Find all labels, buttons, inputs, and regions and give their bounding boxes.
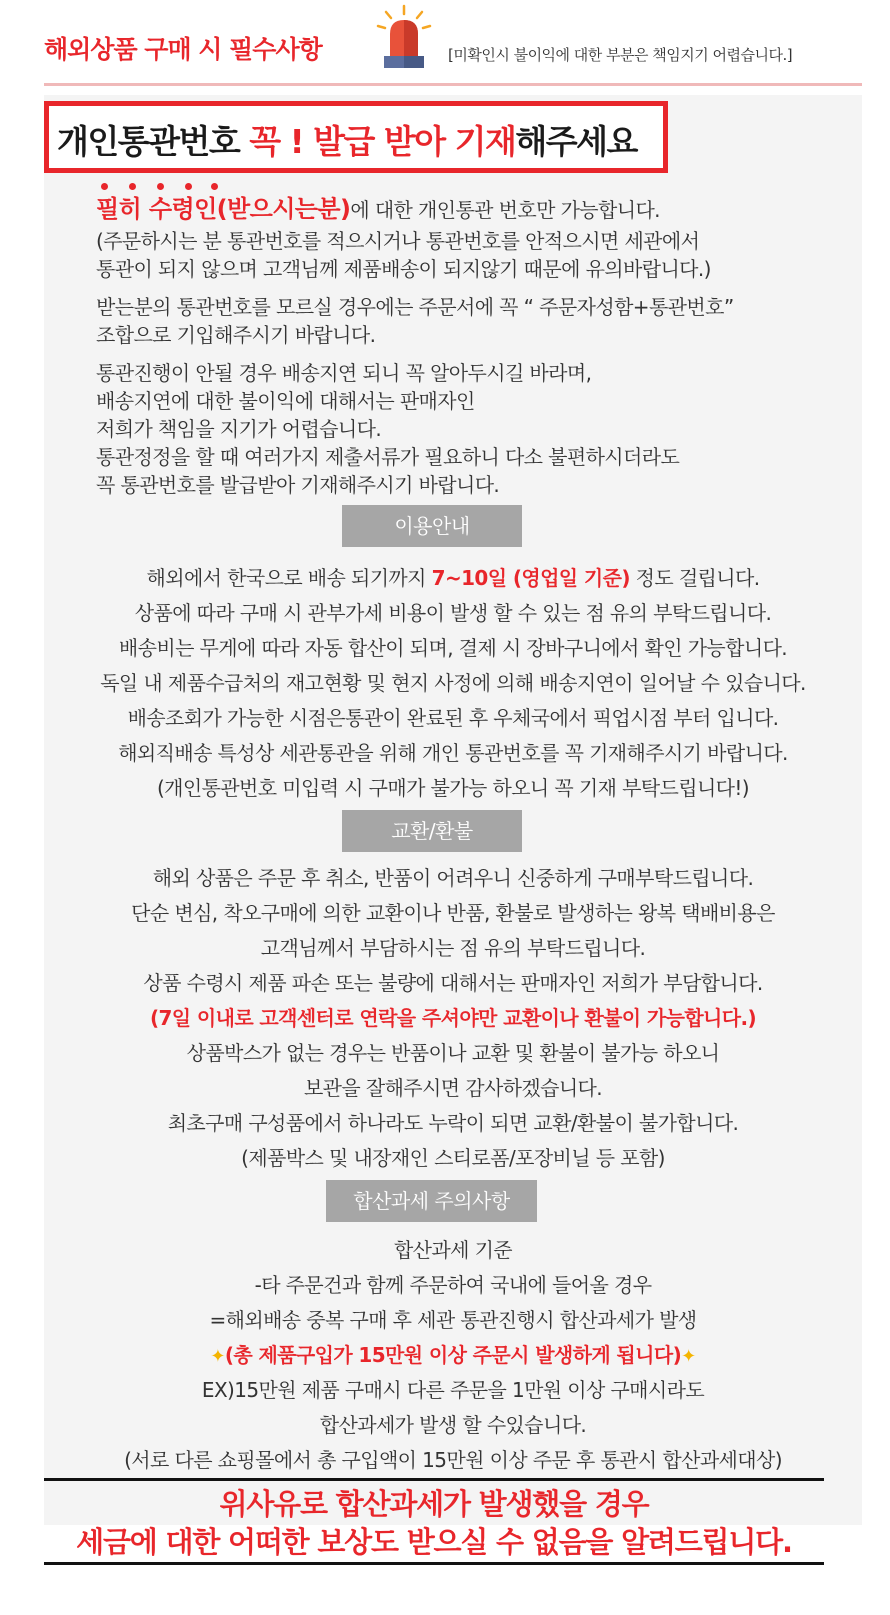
customs-number-banner xyxy=(44,101,668,173)
exchange-section xyxy=(44,862,862,1177)
tax-line: 합산과세가 발생 할 수있습니다. xyxy=(319,1413,587,1437)
usage-line: 상품에 따라 구매 시 관부가세 비용이 발생 할 수 있는 점 유의 부탁드립니다. xyxy=(134,601,772,625)
header-note: [미확인시 불이익에 대한 부분은 책임지기 어렵습니다.] xyxy=(448,46,793,64)
tax-line: -타 주문건과 함께 주문하여 국내에 들어올 경우 xyxy=(254,1273,652,1297)
customs-para-line: 통관이 되지 않으며 고객님께 제품배송이 되지않기 때문에 유의바랍니다.) xyxy=(96,257,711,281)
customs-para-line: (주문하시는 분 통관번호를 적으시거나 통관번호를 안적으시면 세관에서 xyxy=(96,229,700,253)
usage-line: 독일 내 제품수급처의 재고현황 및 현지 사정에 의해 배송지연이 일어날 수 있습니다. xyxy=(100,671,806,695)
exchange-line: 상품박스가 없는 경우는 반품이나 교환 및 환불이 불가능 하오니 xyxy=(186,1041,720,1065)
exchange-warning: (7일 이내로 고객센터로 연락을 주셔야만 교환이나 환불이 가능합니다.) xyxy=(149,1006,757,1030)
customs-para-line: 저희가 책임을 지기가 어렵습니다. xyxy=(96,417,382,441)
footer-line-1: 위사유로 합산과세가 발생했을 경우 xyxy=(219,1487,649,1521)
sparkle-icon: ✦ xyxy=(681,1346,696,1367)
customs-para-line: 받는분의 통관번호를 모르실 경우에는 주문서에 꼭 “ 주문자성함+통관번호” xyxy=(96,295,734,319)
tax-line: 합산과세 기준 xyxy=(393,1238,513,1262)
exchange-line: 고객님께서 부담하시는 점 유의 부탁드립니다. xyxy=(260,936,646,960)
usage-line: 배송조회가 가능한 시점은통관이 완료된 후 우체국에서 픽업시점 부터 입니다. xyxy=(127,706,779,730)
customs-para-line: 조합으로 기입해주시기 바랍니다. xyxy=(96,323,376,347)
footer-top-rule xyxy=(44,1478,824,1481)
customs-lead: 필히 수령인(받으시는분)에 대한 개인통관 번호만 가능합니다. xyxy=(96,195,660,223)
section-tab-exchange: 교환/환불 xyxy=(342,810,522,852)
banner-text: 개인통관번호 꼭 ! 발급 받아 기재해주세요 xyxy=(57,122,637,161)
customs-para-line: 통관정정을 할 때 여러가지 제출서류가 필요하니 다소 불편하시더라도 xyxy=(96,445,680,469)
sparkle-icon: ✦ xyxy=(210,1346,225,1367)
exchange-line: 해외 상품은 주문 후 취소, 반품이 어려우니 신중하게 구매부탁드립니다. xyxy=(152,866,754,890)
section-tab-tax: 합산과세 주의사항 xyxy=(326,1180,537,1222)
customs-para-line: 꼭 통관번호를 발급받아 기재해주시기 바랍니다. xyxy=(96,473,500,497)
section-tab-usage: 이용안내 xyxy=(342,505,522,547)
usage-line: 해외에서 한국으로 배송 되기까지 7~10일 (영업일 기준) 정도 걸립니다. xyxy=(146,566,760,590)
customs-para-line: 통관진행이 안될 경우 배송지연 되니 꼭 알아두시길 바라며, xyxy=(96,361,592,385)
tax-line: (서로 다른 쇼핑몰에서 총 구입액이 15만원 이상 주문 후 통관시 합산과세대상) xyxy=(124,1448,782,1472)
tax-line: =해외배송 중복 구매 후 세관 통관진행시 합산과세가 발생 xyxy=(209,1308,697,1332)
header-divider xyxy=(44,83,862,86)
usage-line: 해외직배송 특성상 세관통관을 위해 개인 통관번호를 꼭 기재해주시기 바랍니다. xyxy=(118,741,788,765)
page-header xyxy=(0,0,890,90)
customs-para-line: 배송지연에 대한 불이익에 대해서는 판매자인 xyxy=(96,389,475,413)
exchange-line: (제품박스 및 내장재인 스티로폼/포장비닐 등 포함) xyxy=(241,1146,665,1170)
exchange-line: 최초구매 구성품에서 하나라도 누락이 되면 교환/환불이 불가합니다. xyxy=(167,1111,739,1135)
exchange-line: 보관을 잘해주시면 감사하겠습니다. xyxy=(303,1076,603,1100)
header-title: 해외상품 구매 시 필수사항 xyxy=(44,35,322,64)
tax-warning-row xyxy=(44,1339,862,1374)
footer-bottom-rule xyxy=(44,1562,824,1565)
usage-line: 배송비는 무게에 따라 자동 합산이 되며, 결제 시 장바구니에서 확인 가능합니다. xyxy=(118,636,788,660)
tax-warning: (총 제품구입가 15만원 이상 주문시 발생하게 됩니다) xyxy=(224,1343,682,1367)
footer-line-2: 세금에 대한 어떠한 보상도 받으실 수 없음을 알려드립니다. xyxy=(76,1525,792,1559)
usage-line: (개인통관번호 미입력 시 구매가 불가능 하오니 꼭 기재 부탁드립니다!) xyxy=(156,776,750,800)
tax-line: EX)15만원 제품 구매시 다른 주문을 1만원 이상 구매시라도 xyxy=(201,1378,705,1402)
footer-warning xyxy=(44,1485,824,1561)
siren-icon xyxy=(376,4,432,72)
usage-section xyxy=(44,562,862,807)
tax-section xyxy=(44,1234,862,1479)
exchange-line: 상품 수령시 제품 파손 또는 불량에 대해서는 판매자인 저희가 부담합니다. xyxy=(143,971,763,995)
exchange-line: 단순 변심, 착오구매에 의한 교환이나 반품, 환불로 발생하는 왕복 택배비용은 xyxy=(131,901,775,925)
